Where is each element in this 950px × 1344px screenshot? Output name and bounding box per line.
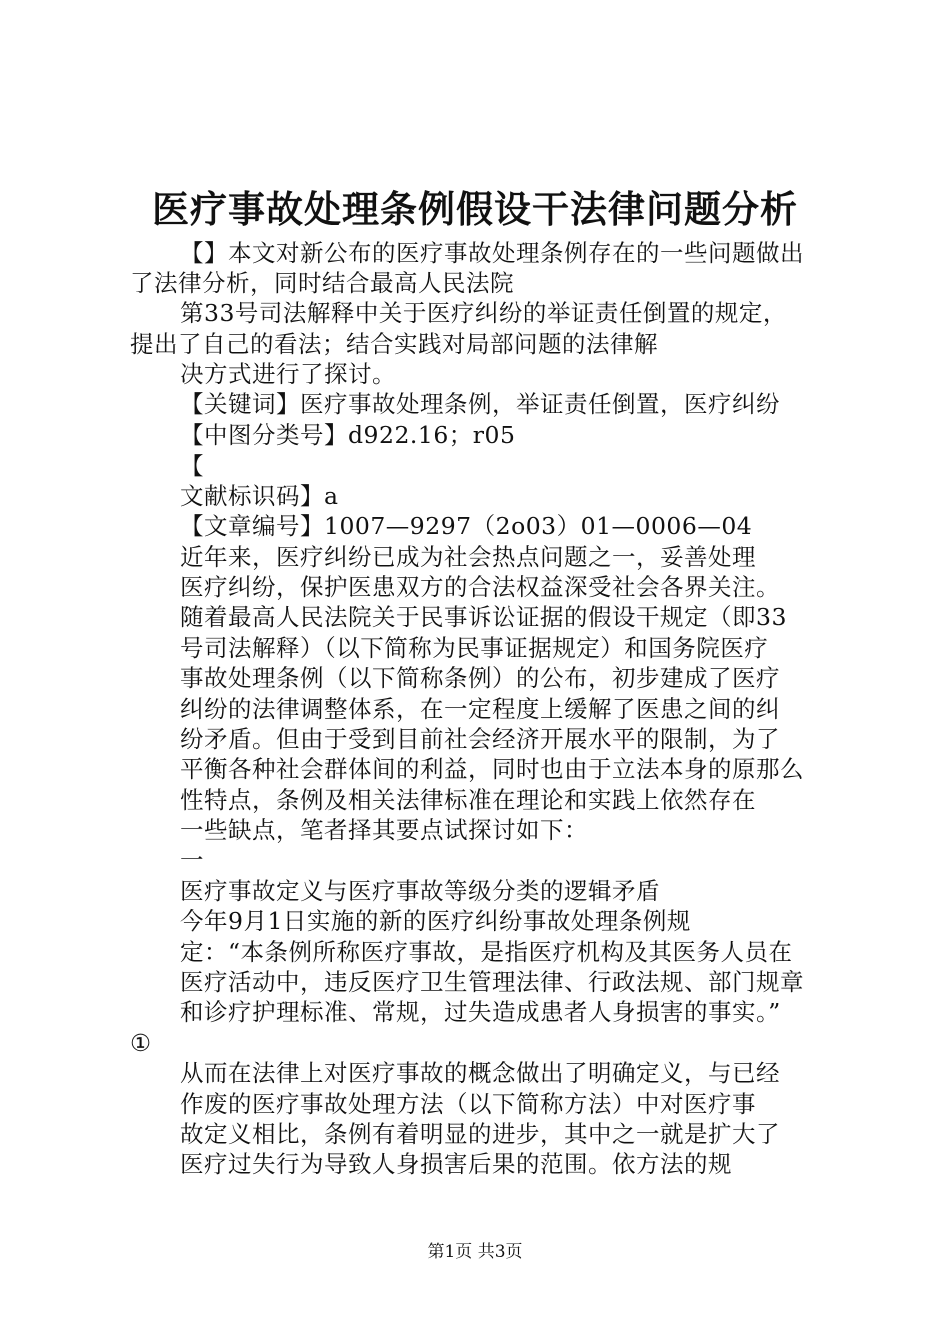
text-line: 号司法解释）（以下简称为民事证据规定）和国务院医疗 bbox=[180, 634, 769, 662]
text-line: 从而在法律上对医疗事故的概念做出了明确定义，与已经 bbox=[180, 1059, 780, 1087]
text-line: 纷矛盾。但由于受到目前社会经济开展水平的限制，为了 bbox=[180, 725, 780, 753]
text-line: 事故处理条例（以下简称条例）的公布，初步建成了医疗 bbox=[180, 664, 780, 692]
text-line: 文献标识码】a bbox=[180, 482, 339, 510]
document-title: 医疗事故处理条例假设干法律问题分析 bbox=[152, 187, 798, 231]
text-line: 作废的医疗事故处理方法（以下简称方法）中对医疗事 bbox=[180, 1090, 756, 1118]
text-line: 医疗纠纷，保护医患双方的合法权益深受社会各界关注。 bbox=[180, 573, 780, 601]
text-line: 平衡各种社会群体间的利益，同时也由于立法本身的原那么 bbox=[180, 755, 804, 783]
text-line: 和诊疗护理标准、常规，过失造成患者人身损害的事实。” bbox=[180, 998, 781, 1026]
text-line: 【】本文对新公布的医疗事故处理条例存在的一些问题做出 bbox=[180, 239, 804, 267]
text-line: 【文章编号】1007—9297（2o03）01—0006—04 bbox=[180, 512, 753, 540]
page-footer: 第1页 共3页 bbox=[427, 1242, 523, 1262]
text-line: 了法律分析，同时结合最高人民法院 bbox=[130, 269, 514, 297]
text-line: 性特点，条例及相关法律标准在理论和实践上依然存在 bbox=[180, 786, 756, 814]
text-line: 【 bbox=[180, 452, 204, 480]
text-line: 定：“本条例所称医疗事故，是指医疗机构及其医务人员在 bbox=[180, 938, 793, 966]
text-line: 今年9月1日实施的新的医疗纠纷事故处理条例规 bbox=[180, 907, 691, 935]
text-line: 近年来，医疗纠纷已成为社会热点问题之一，妥善处理 bbox=[180, 543, 756, 571]
text-line: 【关键词】医疗事故处理条例，举证责任倒置，医疗纠纷 bbox=[180, 390, 780, 418]
text-line: 一些缺点，笔者择其要点试探讨如下： bbox=[180, 816, 588, 844]
text-line: 医疗活动中，违反医疗卫生管理法律、行政法规、部门规章 bbox=[180, 968, 804, 996]
section-heading: 医疗事故定义与医疗事故等级分类的逻辑矛盾 bbox=[180, 877, 660, 905]
text-line: 纠纷的法律调整体系，在一定程度上缓解了医患之间的纠 bbox=[180, 695, 780, 723]
text-line: 提出了自己的看法；结合实践对局部问题的法律解 bbox=[130, 330, 658, 358]
text-line: 随着最高人民法院关于民事诉讼证据的假设干规定（即33 bbox=[180, 603, 787, 631]
footnote-marker: ① bbox=[130, 1029, 152, 1057]
text-line: 第33号司法解释中关于医疗纠纷的举证责任倒置的规定， bbox=[180, 299, 787, 327]
text-line: 【中图分类号】d922.16；r05 bbox=[180, 421, 516, 449]
text-line: 决方式进行了探讨。 bbox=[180, 360, 396, 388]
text-line: 医疗过失行为导致人身损害后果的范围。依方法的规 bbox=[180, 1150, 732, 1178]
text-line: 故定义相比，条例有着明显的进步，其中之一就是扩大了 bbox=[180, 1120, 780, 1148]
text-line: 一 bbox=[180, 846, 204, 874]
